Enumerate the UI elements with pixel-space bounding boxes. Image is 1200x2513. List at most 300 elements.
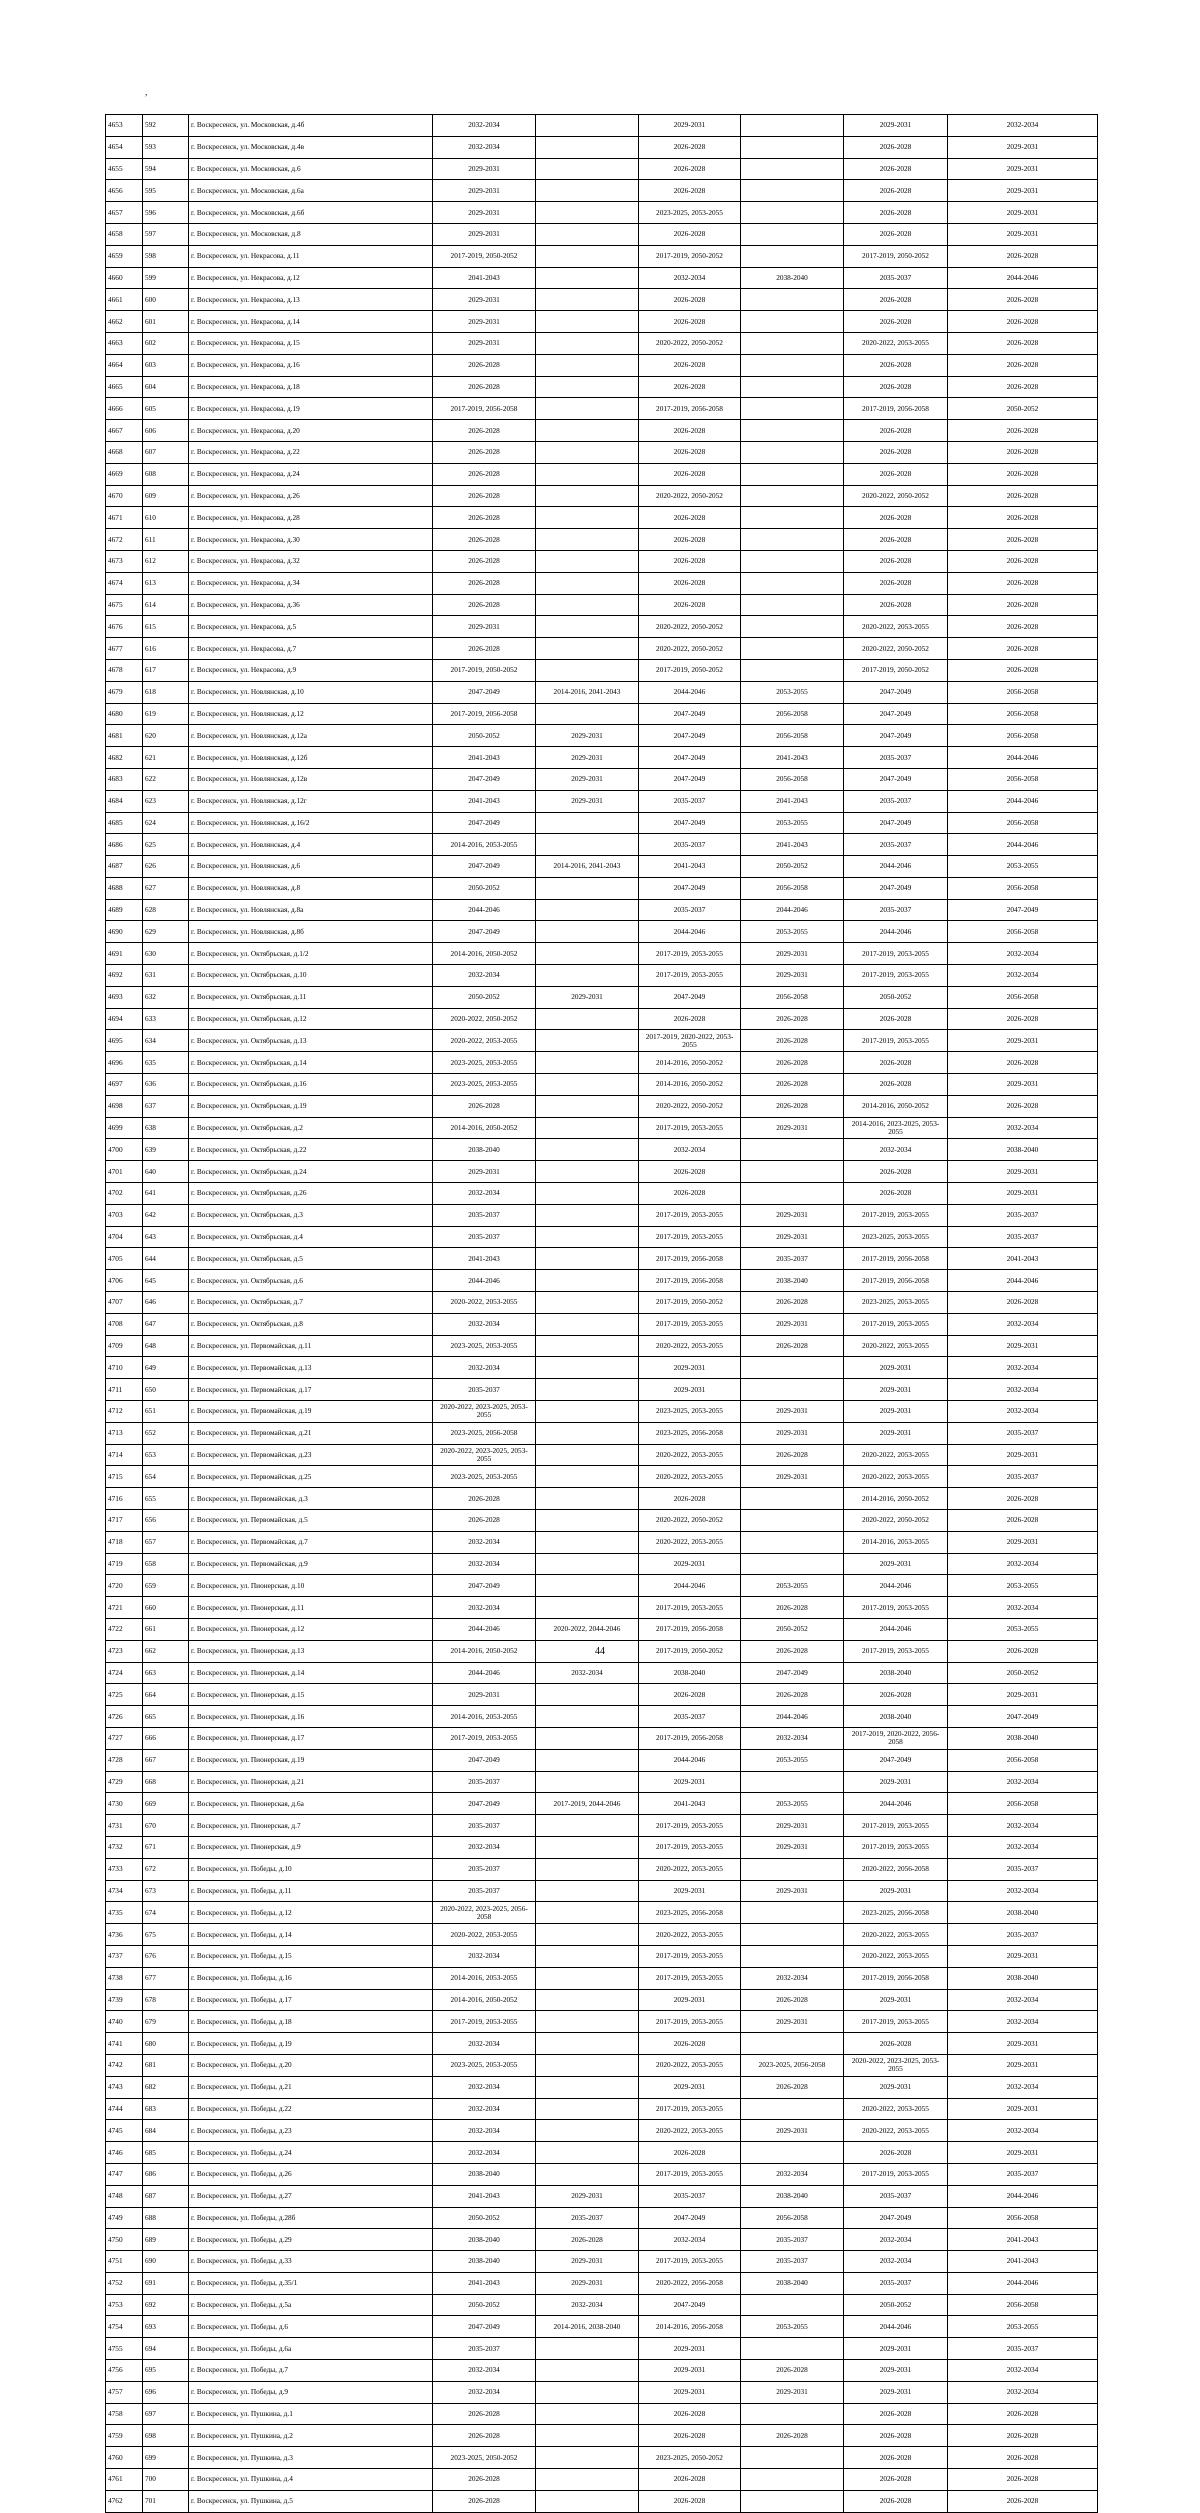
cell-work-period-5: 2020-2022, 2053-2055 [844,2120,948,2142]
table-row [106,1422,1098,1444]
cell-row-number: 4743 [106,2076,143,2098]
cell-work-period-4 [741,1531,844,1553]
schedule-table [105,114,1098,2513]
cell-address: г. Воскресенск, ул. Октябрьская, д.1/2 [189,943,433,965]
cell-work-period-6: 2026-2028 [948,245,1098,267]
table-row [106,507,1098,529]
cell-row-number: 4714 [106,1444,143,1466]
table-row [106,877,1098,899]
cell-work-period-1: 2032-2034 [433,2033,536,2055]
cell-house-number: 638 [143,1117,189,1139]
cell-work-period-6: 2032-2034 [948,1815,1098,1837]
cell-work-period-5: 2020-2022, 2053-2055 [844,616,948,638]
cell-address: г. Воскресенск, ул. Победы, д.27 [189,2185,433,2207]
cell-work-period-6: 2029-2031 [948,136,1098,158]
cell-house-number: 600 [143,289,189,311]
cell-work-period-4: 2053-2055 [741,1749,844,1771]
cell-work-period-1: 2032-2034 [433,115,536,137]
cell-work-period-1: 2038-2040 [433,1139,536,1161]
cell-address: г. Воскресенск, ул. Октябрьская, д.13 [189,1030,433,1052]
cell-work-period-2 [536,1880,639,1902]
cell-house-number: 618 [143,681,189,703]
cell-work-period-4: 2038-2040 [741,2272,844,2294]
cell-work-period-6: 2056-2058 [948,2207,1098,2229]
table-row [106,1161,1098,1183]
cell-work-period-2 [536,703,639,725]
cell-address: г. Воскресенск, ул. Новлянская, д.12г [189,790,433,812]
cell-work-period-5: 2026-2028 [844,550,948,572]
cell-address: г. Воскресенск, ул. Победы, д.22 [189,2098,433,2120]
cell-work-period-3: 2029-2031 [639,1771,741,1793]
cell-house-number: 665 [143,1706,189,1728]
cell-address: г. Воскресенск, ул. Победы, д.33 [189,2251,433,2273]
cell-work-period-6: 2035-2037 [948,2163,1098,2185]
cell-address: г. Воскресенск, ул. Победы, д.11 [189,1880,433,1902]
cell-row-number: 4661 [106,289,143,311]
cell-work-period-2 [536,2360,639,2382]
cell-house-number: 655 [143,1488,189,1510]
cell-work-period-5: 2017-2019, 2053-2055 [844,1597,948,1619]
cell-row-number: 4706 [106,1270,143,1292]
cell-address: г. Воскресенск, ул. Некрасова, д.11 [189,245,433,267]
cell-work-period-5: 2017-2019, 2053-2055 [844,943,948,965]
cell-work-period-2 [536,1684,639,1706]
cell-work-period-2 [536,659,639,681]
cell-work-period-6: 2056-2058 [948,768,1098,790]
table-row [106,1248,1098,1270]
cell-work-period-4: 2050-2052 [741,856,844,878]
cell-work-period-2 [536,1924,639,1946]
cell-work-period-4: 2029-2031 [741,943,844,965]
table-row [106,2142,1098,2164]
cell-work-period-2 [536,1117,639,1139]
cell-work-period-6: 2029-2031 [948,1030,1098,1052]
cell-row-number: 4746 [106,2142,143,2164]
cell-work-period-6: 2056-2058 [948,877,1098,899]
cell-work-period-2: 2014-2016, 2041-2043 [536,856,639,878]
cell-row-number: 4655 [106,158,143,180]
cell-work-period-4: 2053-2055 [741,681,844,703]
cell-work-period-4 [741,2338,844,2360]
cell-address: г. Воскресенск, ул. Некрасова, д.20 [189,420,433,442]
cell-work-period-6: 2044-2046 [948,834,1098,856]
cell-work-period-1: 2026-2028 [433,420,536,442]
cell-work-period-6: 2026-2028 [948,311,1098,333]
table-row [106,1771,1098,1793]
cell-work-period-6: 2032-2034 [948,1597,1098,1619]
cell-house-number: 672 [143,1858,189,1880]
cell-row-number: 4681 [106,725,143,747]
cell-work-period-5: 2047-2049 [844,1749,948,1771]
cell-work-period-3: 2017-2019, 2053-2055 [639,1945,741,1967]
cell-work-period-5: 2029-2031 [844,1989,948,2011]
cell-row-number: 4691 [106,943,143,965]
cell-work-period-5: 2020-2022, 2053-2055 [844,1466,948,1488]
cell-work-period-3: 2026-2028 [639,2490,741,2512]
cell-work-period-4: 2041-2043 [741,747,844,769]
cell-work-period-2: 2029-2031 [536,2251,639,2273]
cell-address: г. Воскресенск, ул. Октябрьская, д.24 [189,1161,433,1183]
cell-work-period-4 [741,376,844,398]
cell-row-number: 4701 [106,1161,143,1183]
cell-address: г. Воскресенск, ул. Новлянская, д.8а [189,899,433,921]
cell-work-period-4: 2026-2028 [741,1335,844,1357]
table-row [106,1074,1098,1096]
table-row [106,1030,1098,1052]
cell-work-period-3: 2041-2043 [639,856,741,878]
cell-row-number: 4710 [106,1357,143,1379]
cell-work-period-1: 2032-2034 [433,1553,536,1575]
cell-address: г. Воскресенск, ул. Московская, д.6б [189,202,433,224]
cell-work-period-1: 2023-2025, 2053-2055 [433,1074,536,1096]
table-row [106,834,1098,856]
table-row [106,332,1098,354]
cell-row-number: 4723 [106,1640,143,1662]
cell-work-period-2 [536,2120,639,2142]
cell-work-period-2: 2029-2031 [536,790,639,812]
cell-work-period-4 [741,2033,844,2055]
cell-work-period-4 [741,311,844,333]
cell-work-period-4: 2026-2028 [741,2076,844,2098]
cell-address: г. Воскресенск, ул. Некрасова, д.32 [189,550,433,572]
cell-row-number: 4758 [106,2403,143,2425]
cell-work-period-6: 2056-2058 [948,725,1098,747]
cell-work-period-2 [536,289,639,311]
cell-work-period-1: 2035-2037 [433,1880,536,1902]
table-row [106,2360,1098,2382]
cell-house-number: 595 [143,180,189,202]
cell-house-number: 597 [143,223,189,245]
cell-row-number: 4664 [106,354,143,376]
cell-work-period-5: 2026-2028 [844,441,948,463]
cell-house-number: 653 [143,1444,189,1466]
cell-house-number: 666 [143,1727,189,1749]
cell-work-period-5: 2026-2028 [844,158,948,180]
table-row [106,1924,1098,1946]
table-row [106,2294,1098,2316]
cell-work-period-4: 2032-2034 [741,2163,844,2185]
cell-work-period-5: 2035-2037 [844,790,948,812]
cell-house-number: 649 [143,1357,189,1379]
cell-work-period-4 [741,1510,844,1532]
cell-work-period-3: 2032-2034 [639,1139,741,1161]
cell-work-period-3: 2020-2022, 2053-2055 [639,1466,741,1488]
cell-row-number: 4659 [106,245,143,267]
cell-work-period-2 [536,2469,639,2491]
cell-work-period-1: 2035-2037 [433,1815,536,1837]
cell-work-period-2: 2017-2019, 2044-2046 [536,1793,639,1815]
cell-work-period-6: 2029-2031 [948,2142,1098,2164]
cell-house-number: 677 [143,1967,189,1989]
cell-work-period-4: 2035-2037 [741,2251,844,2273]
cell-work-period-4: 2047-2049 [741,1662,844,1684]
cell-work-period-2 [536,1422,639,1444]
cell-house-number: 628 [143,899,189,921]
cell-work-period-3: 2047-2049 [639,703,741,725]
page-number: 44 [595,1646,605,1657]
cell-work-period-2 [536,1183,639,1205]
cell-row-number: 4761 [106,2469,143,2491]
cell-address: г. Воскресенск, ул. Новлянская, д.12в [189,768,433,790]
cell-work-period-2 [536,2033,639,2055]
cell-work-period-5: 2017-2019, 2053-2055 [844,1815,948,1837]
cell-house-number: 639 [143,1139,189,1161]
cell-row-number: 4656 [106,180,143,202]
cell-work-period-3: 2026-2028 [639,158,741,180]
cell-house-number: 646 [143,1292,189,1314]
cell-work-period-4 [741,2447,844,2469]
cell-work-period-1: 2029-2031 [433,311,536,333]
cell-house-number: 620 [143,725,189,747]
cell-work-period-6: 2044-2046 [948,747,1098,769]
cell-address: г. Воскресенск, ул. Октябрьская, д.2 [189,1117,433,1139]
cell-work-period-1: 2047-2049 [433,1575,536,1597]
cell-address: г. Воскресенск, ул. Новлянская, д.12б [189,747,433,769]
cell-work-period-6: 2038-2040 [948,1902,1098,1924]
cell-row-number: 4704 [106,1226,143,1248]
cell-address: г. Воскресенск, ул. Октябрьская, д.8 [189,1313,433,1335]
cell-work-period-4: 2026-2028 [741,1989,844,2011]
table-row [106,2033,1098,2055]
cell-work-period-6: 2044-2046 [948,790,1098,812]
cell-house-number: 675 [143,1924,189,1946]
cell-work-period-3: 2020-2022, 2053-2055 [639,1858,741,1880]
cell-house-number: 615 [143,616,189,638]
cell-house-number: 686 [143,2163,189,2185]
cell-house-number: 651 [143,1401,189,1423]
table-row [106,921,1098,943]
cell-work-period-3: 2020-2022, 2050-2052 [639,332,741,354]
cell-row-number: 4682 [106,747,143,769]
cell-work-period-4 [741,115,844,137]
table-row [106,1292,1098,1314]
cell-address: г. Воскресенск, ул. Октябрьская, д.4 [189,1226,433,1248]
cell-work-period-1: 2014-2016, 2053-2055 [433,1706,536,1728]
cell-work-period-6: 2026-2028 [948,2490,1098,2512]
cell-house-number: 662 [143,1640,189,1662]
cell-work-period-3: 2026-2028 [639,1183,741,1205]
table-row [106,115,1098,137]
cell-house-number: 668 [143,1771,189,1793]
table-row [106,790,1098,812]
cell-address: г. Воскресенск, ул. Некрасова, д.28 [189,507,433,529]
cell-row-number: 4725 [106,1684,143,1706]
cell-work-period-6: 2038-2040 [948,1967,1098,1989]
cell-row-number: 4721 [106,1597,143,1619]
cell-address: г. Воскресенск, ул. Московская, д.4в [189,136,433,158]
cell-row-number: 4739 [106,1989,143,2011]
cell-work-period-1: 2020-2022, 2023-2025, 2053-2055 [433,1444,536,1466]
cell-work-period-5: 2020-2022, 2050-2052 [844,638,948,660]
cell-work-period-4: 2029-2031 [741,1466,844,1488]
cell-work-period-1: 2023-2025, 2053-2055 [433,1466,536,1488]
cell-work-period-2 [536,1575,639,1597]
cell-work-period-4 [741,529,844,551]
cell-house-number: 644 [143,1248,189,1270]
cell-work-period-4: 2038-2040 [741,267,844,289]
table-row [106,572,1098,594]
cell-work-period-6: 2026-2028 [948,1008,1098,1030]
table-row [106,2381,1098,2403]
cell-work-period-5: 2035-2037 [844,899,948,921]
cell-row-number: 4663 [106,332,143,354]
cell-work-period-3: 2026-2028 [639,441,741,463]
cell-work-period-4: 2029-2031 [741,1401,844,1423]
cell-work-period-5: 2026-2028 [844,2033,948,2055]
cell-work-period-2 [536,2447,639,2469]
cell-house-number: 659 [143,1575,189,1597]
cell-address: г. Воскресенск, ул. Октябрьская, д.5 [189,1248,433,1270]
cell-address: г. Воскресенск, ул. Октябрьская, д.14 [189,1052,433,1074]
table-row [106,943,1098,965]
cell-work-period-6: 2026-2028 [948,1510,1098,1532]
cell-house-number: 607 [143,441,189,463]
cell-address: г. Воскресенск, ул. Октябрьская, д.11 [189,986,433,1008]
cell-work-period-4 [741,158,844,180]
cell-work-period-2 [536,1749,639,1771]
cell-work-period-3: 2029-2031 [639,1989,741,2011]
table-row [106,463,1098,485]
cell-work-period-6: 2029-2031 [948,1531,1098,1553]
cell-row-number: 4732 [106,1836,143,1858]
cell-work-period-3: 2029-2031 [639,2360,741,2382]
cell-house-number: 636 [143,1074,189,1096]
cell-work-period-6: 2029-2031 [948,180,1098,202]
cell-work-period-4 [741,136,844,158]
cell-row-number: 4738 [106,1967,143,1989]
cell-work-period-6: 2056-2058 [948,986,1098,1008]
cell-house-number: 701 [143,2490,189,2512]
cell-work-period-5: 2047-2049 [844,681,948,703]
cell-work-period-3: 2023-2025, 2056-2058 [639,1422,741,1444]
cell-row-number: 4688 [106,877,143,899]
cell-address: г. Воскресенск, ул. Московская, д.6а [189,180,433,202]
cell-work-period-6: 2029-2031 [948,1183,1098,1205]
cell-work-period-3: 2017-2019, 2053-2055 [639,1313,741,1335]
table-row [106,2469,1098,2491]
table-row [106,747,1098,769]
cell-work-period-4 [741,2490,844,2512]
cell-row-number: 4711 [106,1379,143,1401]
cell-work-period-4 [741,1945,844,1967]
table-row [106,245,1098,267]
cell-work-period-3: 2029-2031 [639,2076,741,2098]
cell-work-period-2 [536,529,639,551]
cell-work-period-2 [536,1379,639,1401]
cell-house-number: 700 [143,2469,189,2491]
cell-work-period-3: 2020-2022, 2050-2052 [639,1095,741,1117]
cell-work-period-1: 2032-2034 [433,1597,536,1619]
cell-work-period-6: 2029-2031 [948,1684,1098,1706]
table-row [106,1379,1098,1401]
cell-row-number: 4733 [106,1858,143,1880]
cell-work-period-5: 2050-2052 [844,986,948,1008]
cell-work-period-4 [741,2142,844,2164]
cell-work-period-2 [536,507,639,529]
cell-work-period-5: 2029-2031 [844,1379,948,1401]
cell-work-period-1: 2032-2034 [433,1313,536,1335]
table-row [106,202,1098,224]
cell-work-period-5: 2023-2025, 2056-2058 [844,1902,948,1924]
cell-row-number: 4751 [106,2251,143,2273]
cell-address: г. Воскресенск, ул. Новлянская, д.16/2 [189,812,433,834]
cell-work-period-4: 2056-2058 [741,986,844,1008]
cell-row-number: 4662 [106,311,143,333]
cell-work-period-2 [536,485,639,507]
cell-house-number: 660 [143,1597,189,1619]
cell-house-number: 680 [143,2033,189,2055]
cell-work-period-4 [741,594,844,616]
cell-work-period-6: 2056-2058 [948,812,1098,834]
cell-work-period-3: 2020-2022, 2053-2055 [639,1924,741,1946]
cell-address: г. Воскресенск, ул. Октябрьская, д.10 [189,965,433,987]
cell-work-period-1: 2047-2049 [433,812,536,834]
cell-work-period-5: 2032-2034 [844,2251,948,2273]
cell-work-period-1: 2032-2034 [433,2381,536,2403]
cell-work-period-2 [536,921,639,943]
cell-work-period-1: 2029-2031 [433,180,536,202]
cell-address: г. Воскресенск, ул. Пионерская, д.11 [189,1597,433,1619]
cell-work-period-3: 2044-2046 [639,1575,741,1597]
cell-work-period-2 [536,1204,639,1226]
cell-work-period-1: 2047-2049 [433,2316,536,2338]
cell-work-period-1: 2029-2031 [433,332,536,354]
cell-work-period-5: 2029-2031 [844,115,948,137]
table-row [106,136,1098,158]
cell-work-period-3: 2029-2031 [639,2381,741,2403]
cell-work-period-2 [536,245,639,267]
cell-house-number: 608 [143,463,189,485]
cell-row-number: 4727 [106,1727,143,1749]
cell-work-period-1: 2029-2031 [433,158,536,180]
cell-row-number: 4698 [106,1095,143,1117]
table-row [106,311,1098,333]
cell-work-period-5: 2047-2049 [844,725,948,747]
cell-work-period-1: 2029-2031 [433,616,536,638]
cell-work-period-3: 2029-2031 [639,1357,741,1379]
table-row [106,267,1098,289]
cell-work-period-3: 2017-2019, 2056-2058 [639,1270,741,1292]
cell-work-period-5: 2023-2025, 2053-2055 [844,1226,948,1248]
cell-work-period-6: 2035-2037 [948,1204,1098,1226]
cell-work-period-6: 2029-2031 [948,1335,1098,1357]
cell-row-number: 4654 [106,136,143,158]
cell-work-period-4: 2038-2040 [741,1270,844,1292]
cell-work-period-4: 2029-2031 [741,2120,844,2142]
cell-work-period-2 [536,202,639,224]
cell-work-period-6: 2026-2028 [948,594,1098,616]
cell-work-period-1: 2017-2019, 2050-2052 [433,245,536,267]
cell-work-period-2 [536,1771,639,1793]
cell-work-period-3: 2026-2028 [639,1161,741,1183]
cell-work-period-6: 2044-2046 [948,1270,1098,1292]
cell-house-number: 650 [143,1379,189,1401]
cell-work-period-2: 2029-2031 [536,725,639,747]
cell-work-period-3: 2017-2019, 2056-2058 [639,1727,741,1749]
cell-house-number: 685 [143,2142,189,2164]
cell-work-period-4: 2026-2028 [741,1684,844,1706]
cell-work-period-5: 2026-2028 [844,1008,948,1030]
cell-work-period-5: 2017-2019, 2020-2022, 2056-2058 [844,1727,948,1749]
cell-work-period-5: 2044-2046 [844,1575,948,1597]
cell-work-period-5: 2026-2028 [844,1074,948,1096]
cell-address: г. Воскресенск, ул. Пионерская, д.9 [189,1836,433,1858]
cell-work-period-2 [536,115,639,137]
cell-work-period-6: 2035-2037 [948,1924,1098,1946]
cell-work-period-6: 2029-2031 [948,2054,1098,2076]
cell-work-period-5: 2017-2019, 2053-2055 [844,1640,948,1662]
cell-work-period-5: 2020-2022, 2053-2055 [844,1335,948,1357]
